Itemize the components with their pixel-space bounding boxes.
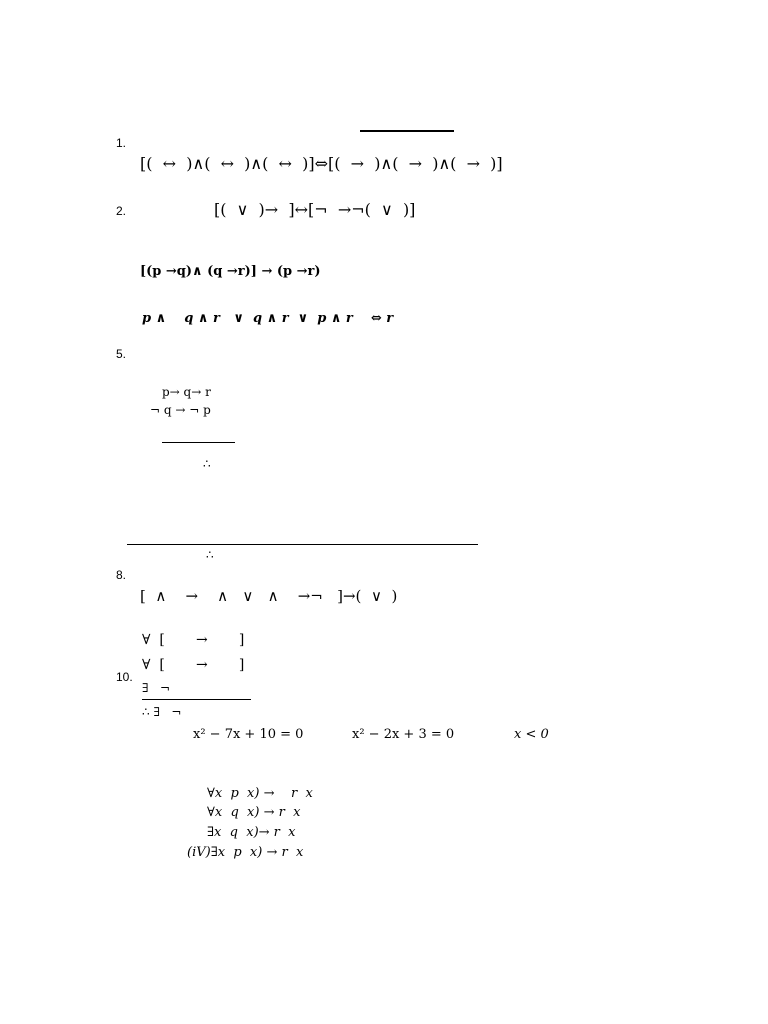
equation-1: x² − 7x + 10 = 0 <box>193 727 304 742</box>
title-underline <box>360 130 454 132</box>
long-argument-rule <box>127 544 478 545</box>
quantifier-statement-i: ∀x p x) → r x <box>207 786 313 801</box>
question-1-formula: [( ↔ )∧( ↔ )∧( ↔ )]⇔[( → )∧( → )∧( → )] <box>140 154 503 173</box>
item-number-5: 5. <box>116 347 127 361</box>
quantifier-statement-ii: ∀x q x) → r x <box>207 805 301 820</box>
question-10-line-3: ∃ ¬ <box>142 681 171 695</box>
question-2-formula: [( ∨ )→ ]↔[¬ →¬( ∨ )] <box>214 200 416 219</box>
question-10-line-1: ∀ [ → ] <box>142 632 245 648</box>
question-4-formula: p ∧ q ∧ r ∨ q ∧ r ∨ p ∧ r ⇔ r <box>142 311 394 326</box>
item-number-8: 8. <box>116 568 127 582</box>
question-5-argument-rule <box>162 442 235 443</box>
quantifier-statement-iii: ∃x q x)→ r x <box>207 825 296 840</box>
question-10-conclusion: ∴ ∃ ¬ <box>142 705 182 719</box>
item-number-2: 2. <box>116 204 127 218</box>
question-7-therefore-symbol: ∴ <box>206 548 214 562</box>
question-5-premise-1: p→ q→ r <box>162 385 211 399</box>
inequality: x < 0 <box>514 727 549 742</box>
question-5-therefore-symbol: ∴ <box>203 457 211 471</box>
question-5-premise-2: ¬ q → ¬ p <box>150 403 211 417</box>
equation-2: x² − 2x + 3 = 0 <box>352 727 455 742</box>
question-10-line-2: ∀ [ → ] <box>142 657 245 673</box>
item-number-1: 1. <box>116 136 127 150</box>
question-8-formula: [ ∧ → ∧ ∨ ∧ →¬ ]→( ∨ ) <box>140 587 398 605</box>
question-3-formula: [(p →q)∧ (q →r)] → (p →r) <box>140 264 321 279</box>
item-number-10: 10. <box>116 670 133 684</box>
quantifier-statement-iv: (iV)∃x p x) → r x <box>187 845 304 860</box>
question-10-argument-rule <box>142 699 251 700</box>
